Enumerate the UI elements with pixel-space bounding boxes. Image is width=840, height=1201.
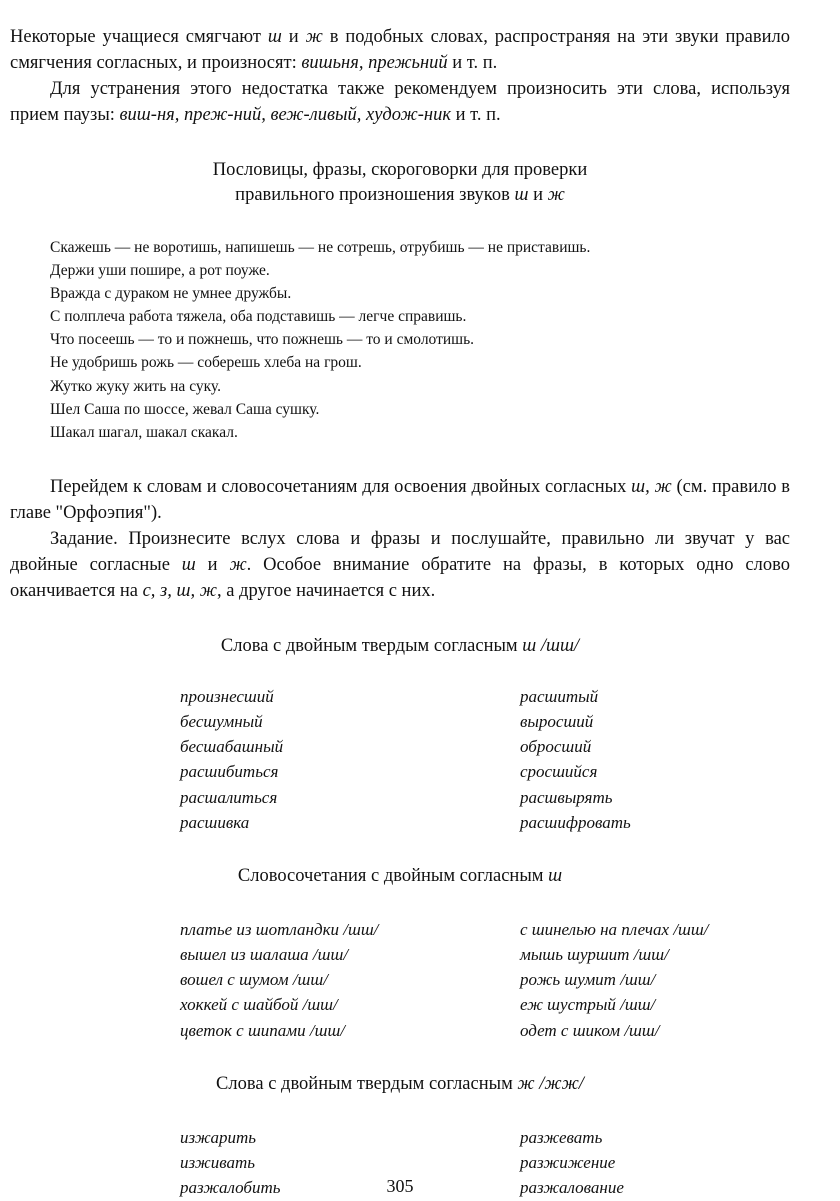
phrase-column-left <box>180 917 378 1043</box>
proverb-line: Жутко жуку жить на суку. <box>50 377 221 395</box>
phrase-item: рожь шумит /шш/ <box>520 970 656 990</box>
proverb-line: Что посеешь — то и пожнешь, что пожнешь — то и смолотишь. <box>50 331 475 349</box>
section-heading-sh-phrases: Словосочетания с двойным согласным ш <box>237 865 563 886</box>
proverbs-heading: Пословицы, фразы, скороговорки для проверки правильного произношения звуков ш и ж <box>212 160 588 205</box>
paragraph-double-consonants: Перейдем к словам и словосочетаниям для освоения двойных согласных ш, ж (см. правило в главе "Орфоэпия"). <box>10 476 790 523</box>
phrase-item: хоккей с шайбой /шш/ <box>180 995 338 1015</box>
phrase-item: вышел из шалаша /шш/ <box>180 945 349 965</box>
paragraph-pause-technique: Для устранения этого недостатка также рекомендуем произносить эти слова, используя прием паузы: виш-ня, преж-ний, веж-ливый, худож-ник и т. п. <box>10 79 790 125</box>
phrase-item: одет с шиком /шш/ <box>520 1020 660 1040</box>
phrase-item: с шинелью на плечах /шш/ <box>520 919 709 939</box>
paragraph-task: Задание. Произнесите вслух слова и фразы и послушайте, правильно ли звучат у вас двойные согласные ш и ж. Особое внимание обратите на фразы, в которых одно слово оканчивается на с, з, ш, ж, а другое начинается с них. <box>10 528 790 601</box>
word-item: расшибиться <box>180 762 279 782</box>
proverb-line: Скажешь — не воротишь, напишешь — не сотрешь, отрубишь — не приставишь. <box>50 239 591 256</box>
word-item: сросшийся <box>520 762 598 782</box>
section-heading-sh-words: Слова с двойным твердым согласным ш /шш/ <box>220 635 580 656</box>
word-item: изжарить <box>180 1127 257 1147</box>
word-item: расшифровать <box>520 812 631 832</box>
word-item: разжалобить <box>180 1178 281 1198</box>
word-item: обросший <box>520 737 592 757</box>
phrase-item: цветок с шипами /шш/ <box>180 1020 346 1040</box>
proverbs-list <box>50 236 790 444</box>
word-column-right <box>520 684 631 835</box>
word-item: бесшабашный <box>180 737 284 757</box>
phrase-item: мышь шуршит /шш/ <box>520 945 669 965</box>
word-item: бесшумный <box>180 712 263 732</box>
page-body <box>10 24 790 1201</box>
word-item: разжижение <box>520 1153 616 1173</box>
paragraph-softening: Некоторые учащиеся смягчают ш и ж в подобных словах, распространяя на эти звуки правило смягчения согласных, и произносят: вишьня, прежьний и т. п. <box>10 27 791 73</box>
word-item: расшвырять <box>520 787 613 807</box>
word-item: произнесший <box>180 686 274 706</box>
proverb-line: Вражда с дураком не умнее дружбы. <box>50 285 292 303</box>
word-columns-sh <box>10 684 790 836</box>
proverb-line: Держи уши пошире, а рот поуже. <box>50 262 270 280</box>
phrase-item: платье из шотландки /шш/ <box>180 919 379 939</box>
phrase-column-right <box>520 917 708 1043</box>
section-heading-zh-words: Слова с двойным твердым согласным ж /жж/ <box>216 1073 584 1094</box>
proverb-line: Шел Саша по шоссе, жевал Саша сушку. <box>50 400 320 418</box>
proverb-line: Шакал шагал, шакал скакал. <box>50 423 238 441</box>
word-item: выросший <box>520 712 594 732</box>
word-item: расшивка <box>180 812 250 832</box>
word-item: разжалование <box>520 1178 624 1198</box>
phrase-columns-sh <box>10 917 790 1044</box>
page-number: 305 <box>386 1176 414 1196</box>
word-item: расшитый <box>520 686 599 706</box>
word-item: разжевать <box>520 1127 603 1147</box>
word-item: расшалиться <box>180 787 278 807</box>
phrase-item: еж шустрый /шш/ <box>520 995 656 1015</box>
proverb-line: Не удобришь рожь — соберешь хлеба на грош. <box>50 354 362 372</box>
word-item: изживать <box>180 1153 255 1173</box>
phrase-item: вошел с шумом /шш/ <box>180 970 328 990</box>
proverb-line: С полплеча работа тяжела, оба подставишь — легче справишь. <box>50 308 467 326</box>
word-column-left <box>180 684 283 835</box>
